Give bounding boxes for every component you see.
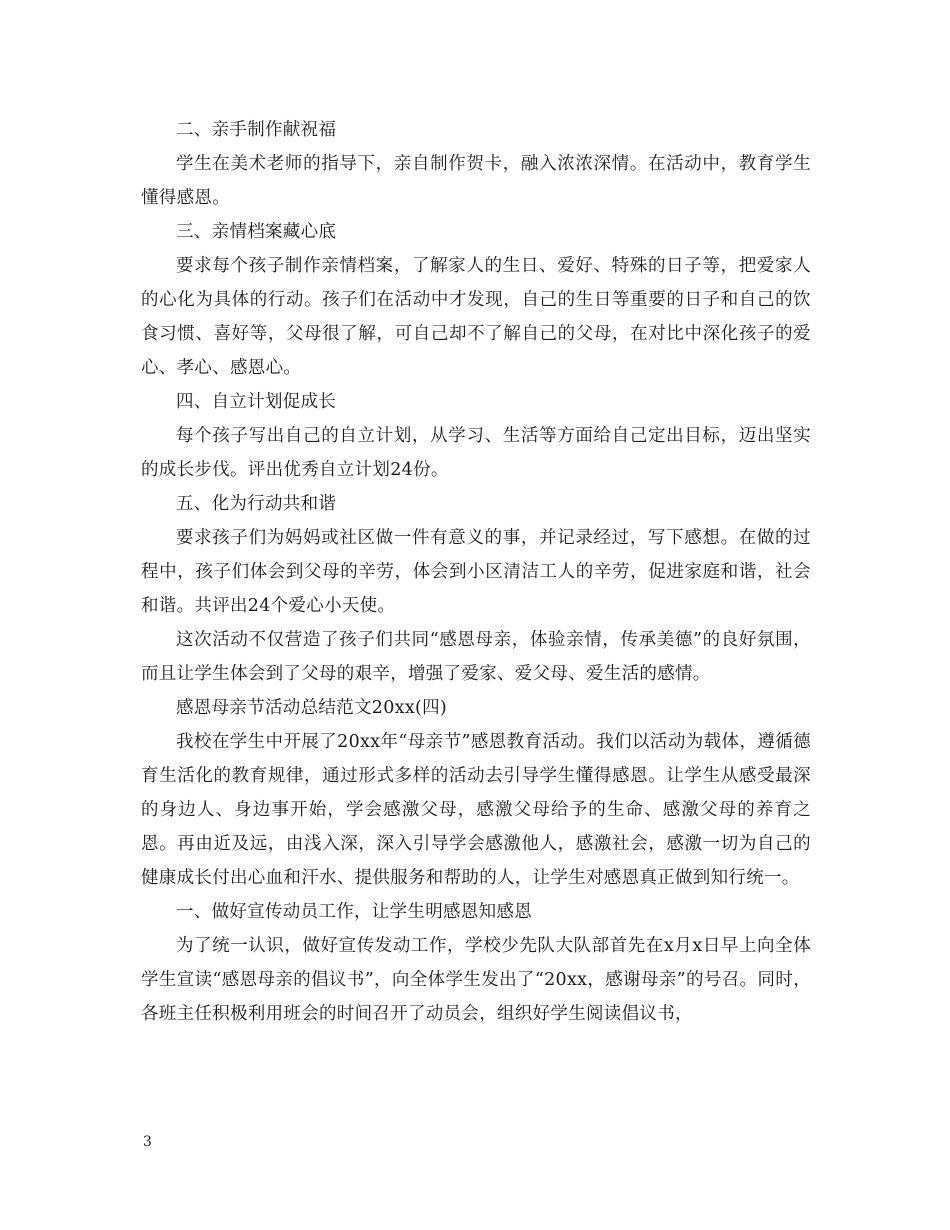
- paragraph-intro: 我校在学生中开展了20xx年“母亲节”感恩教育活动。我们以活动为载体，遵循德育生活化的教育规律，通过形式多样的活动去引导学生懂得感恩。让学生从感受最深的身边人、身边事开始，学会感激父母，感激父母给予的生命、感激父母的养育之恩。再由近及远，由浅入深，深入引导学会感激他人，感激社会，感激一切为自己的健康成长付出心血和汗水、提供服务和帮助的人，让学生对感恩真正做到知行统一。: [141, 732, 811, 888]
- paragraph-greeting-cards: 学生在美术老师的指导下，亲自制作贺卡，融入浓浓深情。在活动中，教育学生懂得感恩。: [141, 154, 811, 208]
- section-heading-1: 一、做好宣传动员工作，让学生明感恩知感恩: [176, 902, 532, 922]
- paragraph-family-archive: 要求每个孩子制作亲情档案，了解家人的生日、爱好、特殊的日子等，把爱家人的心化为具体的行动。孩子们在活动中才发现，自己的生日等重要的日子和自己的饮食习惯、喜好等，父母很了解，可自己却不了解自己的父母，在对比中深化孩子的爱心、孝心、感恩心。: [141, 256, 811, 378]
- article-title-part-4: 感恩母亲节活动总结范文20xx(四): [176, 698, 448, 718]
- page-number: 3: [143, 1134, 152, 1150]
- section-heading-4: 四、自立计划促成长: [176, 392, 337, 412]
- section-heading-3: 三、亲情档案藏心底: [176, 222, 337, 242]
- section-heading-5: 五、化为行动共和谐: [176, 494, 337, 514]
- paragraph-self-reliance-plan: 每个孩子写出自己的自立计划，从学习、生活等方面给自己定出目标，迈出坚实的成长步伐。评出优秀自立计划24份。: [141, 426, 811, 480]
- paragraph-activity-summary: 这次活动不仅营造了孩子们共同“感恩母亲，体验亲情，传承美德”的良好氛围，而且让学生体会到了父母的艰辛，增强了爱家、爱父母、爱生活的感情。: [141, 630, 811, 684]
- paragraph-action-harmony: 要求孩子们为妈妈或社区做一件有意义的事，并记录经过，写下感想。在做的过程中，孩子们体会到父母的辛劳，体会到小区清洁工人的辛劳，促进家庭和谐，社会和谐。共评出24个爱心小天使。: [141, 528, 811, 616]
- section-heading-2: 二、亲手制作献祝福: [176, 120, 337, 140]
- document-body: [141, 113, 811, 1031]
- paragraph-mobilization: 为了统一认识，做好宣传发动工作，学校少先队大队部首先在x月x日早上向全体学生宣读“感恩母亲的倡议书”，向全体学生发出了“20xx，感谢母亲”的号召。同时，各班主任积极利用班会的时间召开了动员会，组织好学生阅读倡议书，: [141, 936, 811, 1024]
